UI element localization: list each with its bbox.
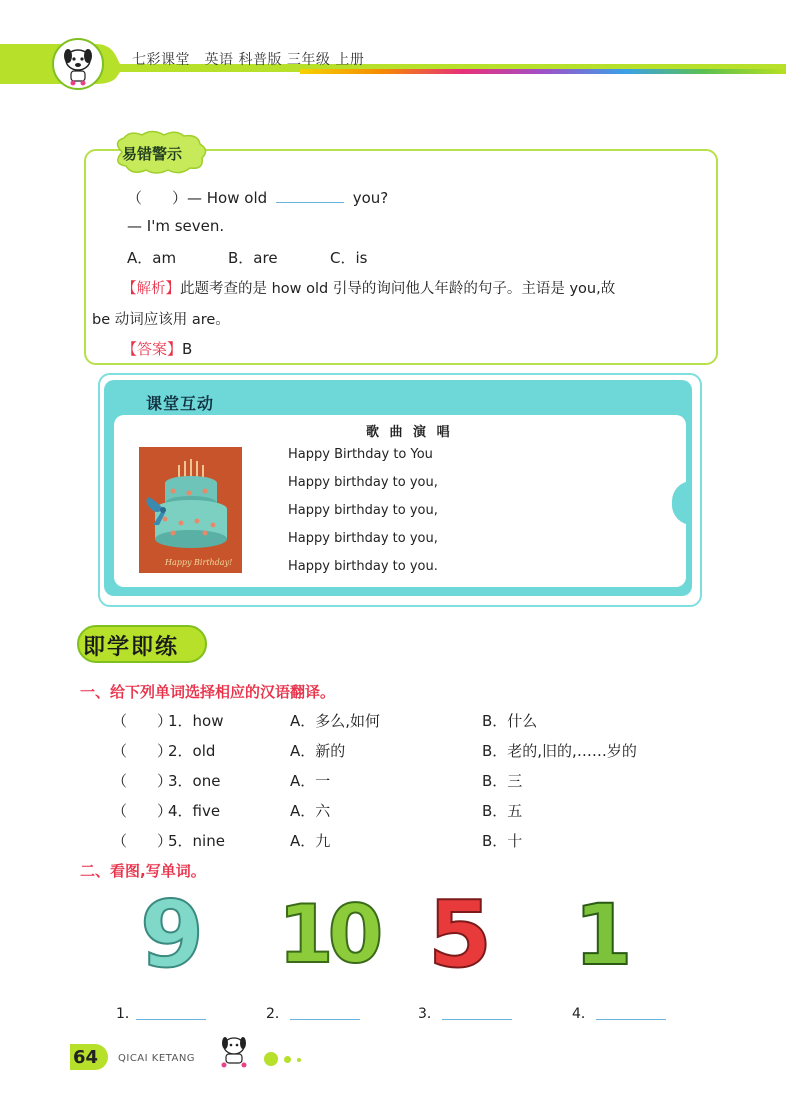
answer-line-3[interactable] bbox=[442, 1019, 512, 1020]
question-line bbox=[127, 187, 388, 208]
row-option-a: A．多么,如何 bbox=[290, 712, 381, 730]
header-rainbow-stripe bbox=[300, 69, 786, 74]
section-1-heading: 一、给下列单词选择相应的汉语翻译。 bbox=[80, 683, 336, 701]
common-mistake-box bbox=[84, 149, 718, 365]
lyric-line: Happy Birthday to You bbox=[288, 447, 433, 462]
section-2-heading: 二、看图,写单词。 bbox=[80, 862, 206, 880]
analysis-text-1: 此题考查的是 how old 引导的询问他人年龄的句子。主语是 you,故 bbox=[180, 281, 616, 297]
answer-line-4[interactable] bbox=[596, 1019, 666, 1020]
question-suffix: you? bbox=[352, 189, 389, 207]
row-word: 4．five bbox=[168, 802, 221, 820]
birthday-cake-image bbox=[139, 447, 242, 573]
activity-title: 课堂互动 bbox=[146, 394, 215, 413]
lyric-line: Happy birthday to you, bbox=[288, 531, 438, 546]
answer-label-1: 1． bbox=[116, 1006, 139, 1022]
cake-caption: Happy Birthday! bbox=[165, 558, 233, 567]
lyric-line: Happy birthday to you. bbox=[288, 559, 438, 574]
song-title: 歌 曲 演 唱 bbox=[366, 425, 453, 440]
number-five-picture bbox=[428, 881, 508, 988]
number-nine-picture bbox=[140, 881, 220, 988]
answer-line-1[interactable] bbox=[136, 1019, 206, 1020]
row-option-a: A．九 bbox=[290, 832, 331, 850]
header-title: 七彩课堂 英语 科普版 三年级 上册 bbox=[132, 52, 365, 68]
answer-line bbox=[122, 338, 192, 359]
warning-badge-label: 易错警示 bbox=[122, 145, 183, 163]
row-option-a: A．六 bbox=[290, 802, 331, 820]
number-nine-glyph: 9 bbox=[140, 881, 205, 988]
row-word: 1．how bbox=[168, 712, 224, 730]
analysis-line-2: be 动词应该用 are。 bbox=[92, 312, 230, 328]
row-option-b: B．十 bbox=[482, 832, 523, 850]
row-option-b: B．五 bbox=[482, 802, 523, 820]
row-paren[interactable]: （ ） bbox=[112, 772, 173, 790]
lyric-line: Happy birthday to you, bbox=[288, 475, 438, 490]
number-ten-picture bbox=[278, 890, 378, 980]
row-option-a: A．新的 bbox=[290, 742, 346, 760]
row-paren[interactable]: （ ） bbox=[112, 712, 173, 730]
number-one-glyph: 1 bbox=[574, 886, 633, 984]
footer-dot-medium bbox=[284, 1056, 291, 1063]
answer-value: B bbox=[182, 340, 193, 358]
row-paren[interactable]: （ ） bbox=[112, 802, 173, 820]
footer-mascot-dog-icon bbox=[212, 1030, 254, 1070]
mascot-dog-icon bbox=[52, 38, 104, 90]
footer-brand: QICAI KETANG bbox=[118, 1053, 196, 1064]
option-b: B．are bbox=[228, 249, 278, 267]
question-prefix: （ ）— How old bbox=[127, 189, 268, 207]
answer-blank[interactable] bbox=[276, 188, 344, 203]
header-bar bbox=[0, 44, 786, 84]
number-one-picture bbox=[574, 886, 634, 984]
row-option-b: B．老的,旧的,……岁的 bbox=[482, 742, 637, 760]
answer-label-4: 4． bbox=[572, 1006, 595, 1022]
practice-title: 即学即练 bbox=[83, 635, 180, 660]
number-five-glyph: 5 bbox=[428, 881, 493, 988]
row-paren[interactable]: （ ） bbox=[112, 832, 173, 850]
option-c: C．is bbox=[330, 249, 368, 267]
row-option-a: A．一 bbox=[290, 772, 331, 790]
analysis-line-1 bbox=[122, 277, 615, 298]
answer-tag: 【答案】 bbox=[122, 340, 183, 358]
number-ten-glyph: 10 bbox=[278, 888, 378, 981]
row-option-b: B．什么 bbox=[482, 712, 538, 730]
row-paren[interactable]: （ ） bbox=[112, 742, 173, 760]
answer-label-3: 3． bbox=[418, 1006, 441, 1022]
option-a: A．am bbox=[127, 249, 177, 267]
lyric-line: Happy birthday to you, bbox=[288, 503, 438, 518]
answer-label-2: 2． bbox=[266, 1006, 289, 1022]
reply-line: — I'm seven. bbox=[127, 217, 225, 235]
footer-dot-large bbox=[264, 1052, 278, 1066]
analysis-tag: 【解析】 bbox=[122, 281, 180, 297]
footer-dot-small bbox=[297, 1058, 301, 1062]
row-word: 5．nine bbox=[168, 832, 225, 850]
row-option-b: B．三 bbox=[482, 772, 523, 790]
page-number: 64 bbox=[73, 1047, 99, 1068]
answer-line-2[interactable] bbox=[290, 1019, 360, 1020]
row-word: 3．one bbox=[168, 772, 221, 790]
row-word: 2．old bbox=[168, 742, 216, 760]
